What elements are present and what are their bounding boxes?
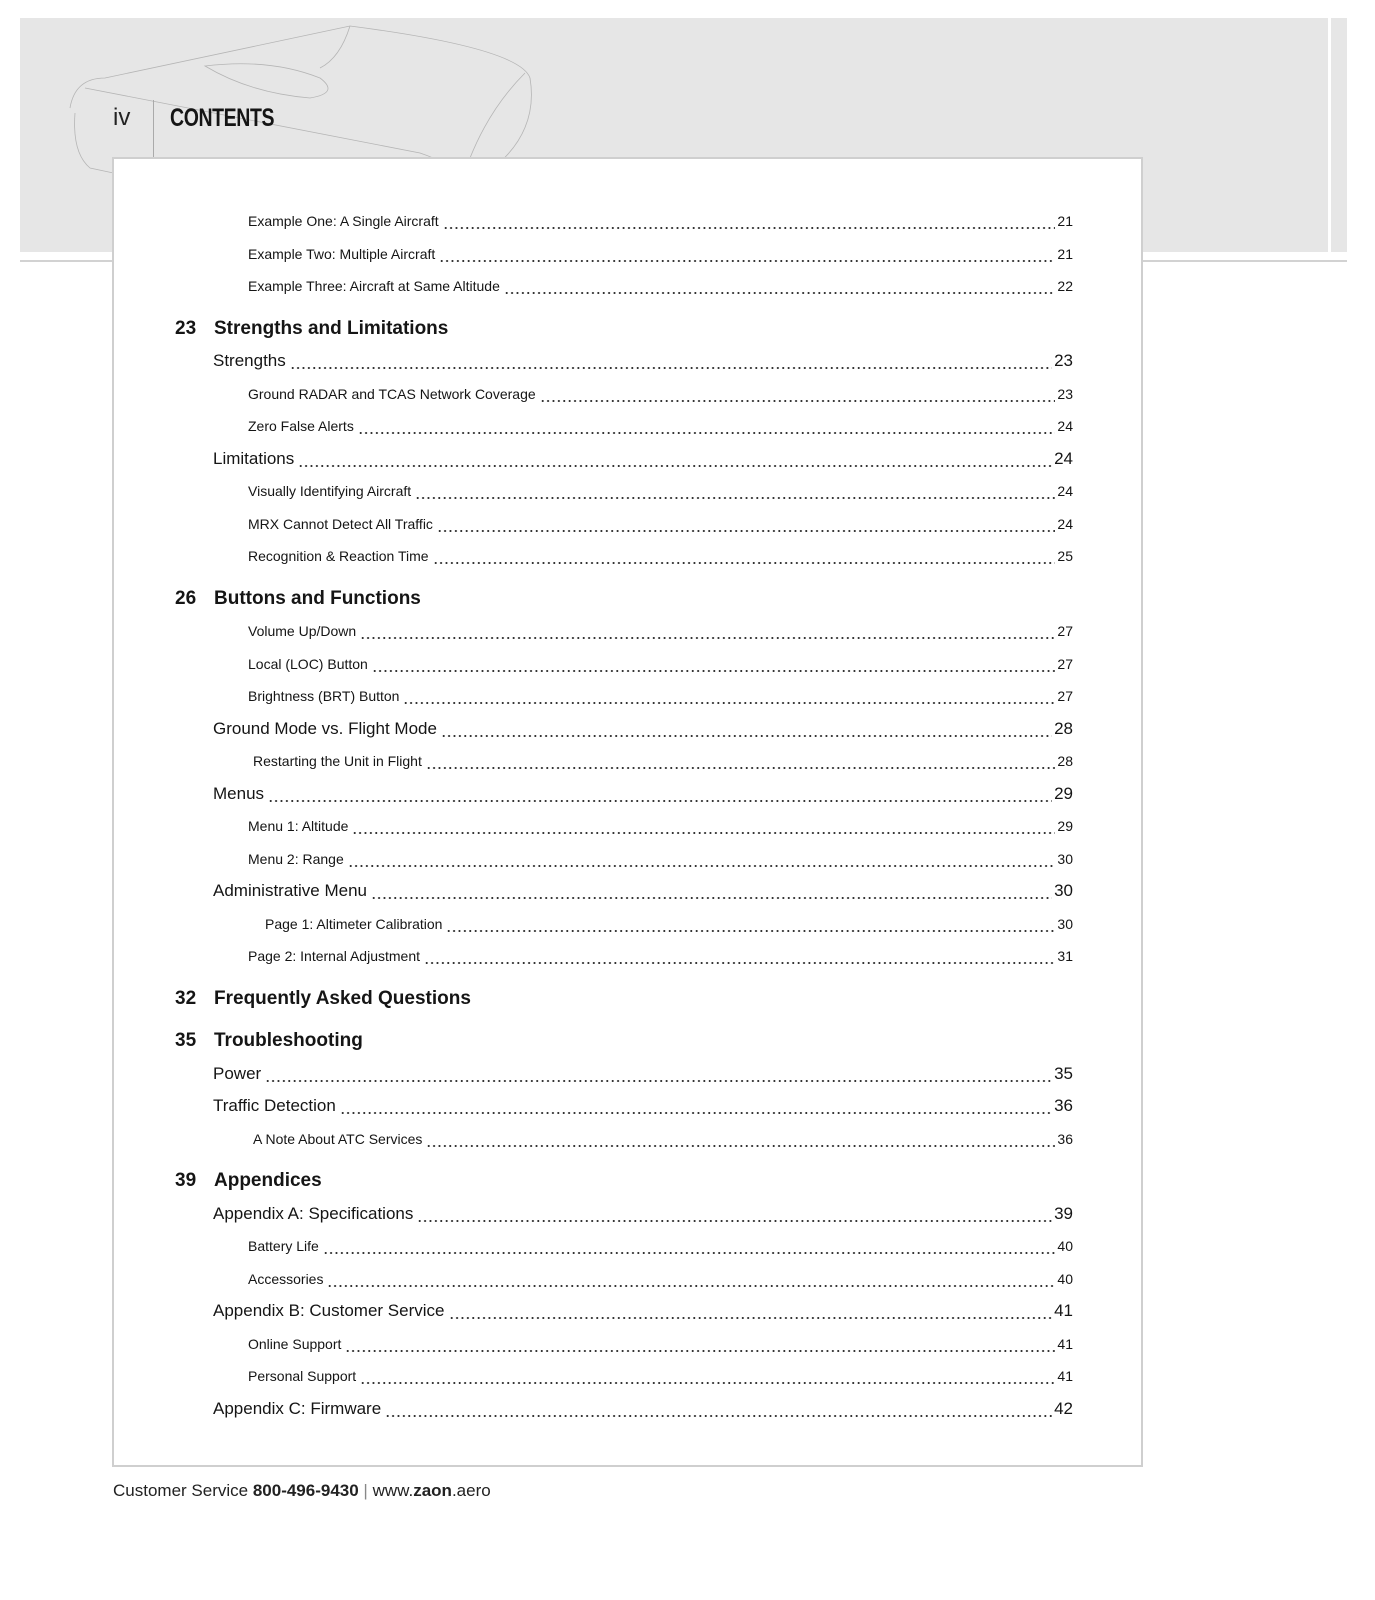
dot-leader [446,923,1055,933]
toc-entry-label: Menu 1: Altitude [248,818,349,834]
toc-entry-page: 40 [1057,1238,1073,1254]
toc-section-heading[interactable] [114,583,1141,616]
toc-entry[interactable] [114,1058,1141,1091]
toc-entry-page: 23 [1054,351,1073,370]
toc-entry-page: 41 [1057,1335,1073,1352]
toc-entry[interactable] [114,238,1141,271]
dot-leader [352,825,1055,835]
toc-entry[interactable] [114,443,1141,476]
toc-entry-page: 30 [1057,850,1073,867]
toc-entry[interactable] [114,1198,1141,1231]
toc-entry-page: 24 [1057,483,1073,499]
dot-leader [371,890,1052,900]
toc-entry-label: Ground Mode vs. Flight Mode [213,718,437,738]
toc-entry-label: Appendix B: Customer Service [213,1301,445,1320]
toc-entry-label: Visually Identifying Aircraft [248,483,412,499]
toc-entry-page: 24 [1057,418,1073,434]
toc-entry-label: Administrative Menu [213,881,368,900]
toc-entry[interactable] [114,810,1141,843]
dot-leader [415,490,1055,500]
dot-leader [426,760,1056,770]
toc-entry-page: 39 [1054,1203,1073,1223]
toc-entry-label: Battery Life [248,1238,319,1254]
header-divider [153,100,154,157]
toc-entry-label: Brightness (BRT) Button [248,688,400,704]
footer-phone: 800-496-9430 [252,1481,359,1500]
toc-entry-page: 27 [1057,655,1073,672]
footer-separator: | [358,1481,373,1500]
dot-leader [403,695,1055,705]
toc-entry-label: Recognition & Reaction Time [248,548,429,564]
dot-leader [372,663,1056,673]
toc-entry-label: Limitations [213,448,295,468]
toc-section-title: Frequently Asked Questions [214,987,471,1009]
toc-entry-label: A Note About ATC Services [253,1130,423,1147]
toc-entry-page: 27 [1057,688,1073,704]
toc-section-number: 35 [175,1030,197,1051]
dot-leader [424,955,1055,965]
toc-entry-label: Appendix C: Firmware [213,1398,382,1418]
toc-entry[interactable] [114,378,1141,411]
dot-leader [433,555,1056,565]
dot-leader [385,1408,1052,1418]
toc-entry[interactable] [114,205,1141,238]
toc-entry-page: 29 [1054,783,1073,803]
toc-entry-page: 30 [1057,915,1073,932]
toc-entry-label: Power [213,1063,262,1083]
toc-section-number: 23 [175,317,197,339]
toc-entry-label: Appendix A: Specifications [213,1203,414,1223]
toc-section-heading[interactable] [114,313,1141,346]
toc-entry[interactable] [114,615,1141,648]
toc-entry-label: MRX Cannot Detect All Traffic [248,515,433,532]
toc-entry-label: Restarting the Unit in Flight [253,753,422,769]
dot-leader [540,393,1056,403]
toc-entry[interactable] [114,540,1141,573]
toc-entry-page: 42 [1054,1398,1073,1418]
toc-entry-label: Menus [213,783,265,803]
toc-entry-page: 25 [1057,548,1073,564]
toc-section-title: Strengths and Limitations [214,317,449,339]
dot-leader [268,793,1052,803]
toc-entry-page: 28 [1057,753,1073,769]
toc-section-heading[interactable] [114,1025,1141,1058]
toc-entry-page: 35 [1054,1063,1073,1083]
toc-entry-page: 31 [1057,948,1073,964]
toc-entry-label: Example One: A Single Aircraft [248,213,439,229]
toc-entry-page: 41 [1057,1368,1073,1384]
toc-entry[interactable] [114,508,1141,541]
dot-leader [504,285,1056,295]
toc-entry[interactable] [114,680,1141,713]
toc-entry-label: Strengths [213,351,286,370]
dot-leader [439,253,1055,263]
toc-section-title: Troubleshooting [214,1030,363,1051]
toc-entry-label: Local (LOC) Button [248,655,368,672]
dot-leader [290,360,1052,370]
toc-entry[interactable] [114,1090,1141,1123]
toc-entry-page: 28 [1054,718,1073,738]
toc-entry[interactable] [114,908,1141,941]
toc-entry[interactable] [114,345,1141,378]
toc-entry[interactable] [114,1360,1141,1393]
toc-entry-label: Example Two: Multiple Aircraft [248,245,436,262]
toc-entry[interactable] [114,270,1141,303]
toc-entry-label: Traffic Detection [213,1096,336,1115]
toc-entry-label: Volume Up/Down [248,623,357,639]
footer-label: Customer Service [113,1481,253,1500]
header-band-edge [1331,18,1347,252]
dot-leader [345,1343,1055,1353]
toc-entry-page: 36 [1054,1096,1073,1115]
toc-entry-page: 29 [1057,818,1073,834]
toc-entry[interactable] [114,1328,1141,1361]
dot-leader [437,523,1055,533]
page-number: iv [113,104,131,131]
toc-entry-page: 36 [1057,1130,1073,1147]
dot-leader [340,1105,1052,1115]
toc-entry-label: Accessories [248,1270,324,1287]
dot-leader [426,1138,1055,1148]
footer [113,1481,491,1501]
toc-entry-label: Personal Support [248,1368,357,1384]
toc-entry[interactable] [114,1295,1141,1328]
toc-entry-page: 27 [1057,623,1073,639]
dot-leader [265,1073,1052,1083]
toc-entry-label: Example Three: Aircraft at Same Altitude [248,278,500,294]
toc-entry[interactable] [114,1263,1141,1296]
toc-panel [112,157,1143,1467]
toc-entry-page: 24 [1054,448,1073,468]
dot-leader [348,858,1056,868]
toc-section-heading[interactable] [114,1165,1141,1198]
toc-entry[interactable] [114,940,1141,973]
toc-entry-page: 41 [1054,1301,1073,1320]
toc-entry[interactable] [114,410,1141,443]
toc-entry-page: 21 [1057,213,1073,229]
toc-section-heading[interactable] [114,983,1141,1016]
toc-entry[interactable] [114,843,1141,876]
url-prefix: www. [372,1481,414,1500]
toc-section-number: 32 [175,987,197,1009]
toc-entry-label: Ground RADAR and TCAS Network Coverage [248,385,536,402]
toc-entry-page: 21 [1057,245,1073,262]
toc-entry[interactable] [114,1230,1141,1263]
toc-entry[interactable] [114,778,1141,811]
dot-leader [358,425,1056,435]
toc-entry-page: 40 [1057,1270,1073,1287]
table-of-contents [114,205,1141,1425]
toc-entry[interactable] [114,1123,1141,1156]
toc-section-number: 26 [175,587,197,609]
toc-entry-label: Page 2: Internal Adjustment [248,948,420,964]
dot-leader [441,728,1052,738]
toc-entry[interactable] [114,745,1141,778]
toc-entry-page: 24 [1057,515,1073,532]
url-suffix: .aero [451,1481,491,1500]
dot-leader [417,1213,1052,1223]
toc-section-title: Appendices [214,1170,322,1191]
toc-entry[interactable] [114,875,1141,908]
device-illustration [20,18,580,178]
toc-entry-label: Online Support [248,1335,342,1352]
toc-section-number: 39 [175,1170,197,1191]
toc-entry[interactable] [114,648,1141,681]
toc-entry-label: Page 1: Altimeter Calibration [265,915,443,932]
toc-entry-page: 22 [1057,278,1073,294]
dot-leader [449,1310,1053,1320]
toc-section-title: Buttons and Functions [214,587,421,609]
dot-leader [360,630,1055,640]
toc-entry-label: Zero False Alerts [248,418,354,434]
toc-entry[interactable] [114,713,1141,746]
toc-entry-page: 30 [1054,881,1073,900]
dot-leader [443,220,1056,230]
toc-entry[interactable] [114,475,1141,508]
toc-entry-label: Menu 2: Range [248,850,344,867]
url-brand: zaon [413,1481,452,1500]
toc-entry[interactable] [114,1393,1141,1426]
footer-url[interactable] [373,1481,491,1500]
dot-leader [327,1278,1055,1288]
dot-leader [298,458,1052,468]
page-title: CONTENTS [170,104,275,132]
dot-leader [360,1375,1055,1385]
dot-leader [323,1245,1056,1255]
toc-entry-page: 23 [1057,385,1073,402]
